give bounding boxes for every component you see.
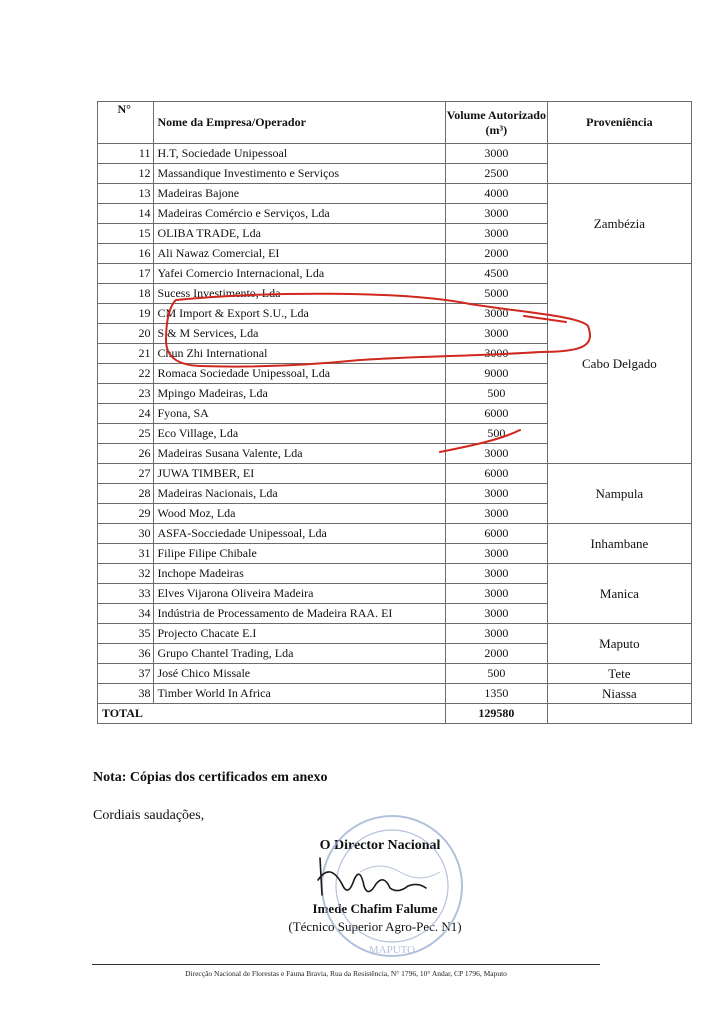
row-company-name: Romaca Sociedade Unipessoal, Lda — [154, 364, 445, 384]
handwritten-signature — [318, 858, 426, 895]
row-company-name: Massandique Investimento e Serviços — [154, 164, 445, 184]
row-company-name: Wood Moz, Lda — [154, 504, 445, 524]
row-company-name: Mpingo Madeiras, Lda — [154, 384, 445, 404]
row-number: 26 — [98, 444, 154, 464]
row-volume: 6000 — [445, 524, 547, 544]
row-number: 38 — [98, 684, 154, 704]
row-company-name: Timber World In Africa — [154, 684, 445, 704]
row-company-name: Projecto Chacate E.I — [154, 624, 445, 644]
header-number: N° — [98, 102, 154, 144]
row-provenance — [547, 144, 691, 184]
table-row — [98, 464, 692, 484]
row-company-name: CM Import & Export S.U., Lda — [154, 304, 445, 324]
table-row — [98, 264, 692, 284]
row-number: 18 — [98, 284, 154, 304]
row-provenance: Tete — [547, 664, 691, 684]
row-company-name: José Chico Missale — [154, 664, 445, 684]
footer-rule — [92, 964, 600, 965]
row-volume: 3000 — [445, 604, 547, 624]
header-provenance: Proveniência — [547, 102, 691, 144]
row-volume: 2000 — [445, 644, 547, 664]
row-provenance: Zambézia — [547, 184, 691, 264]
row-number: 13 — [98, 184, 154, 204]
row-number: 34 — [98, 604, 154, 624]
row-company-name: H.T, Sociedade Unipessoal — [154, 144, 445, 164]
row-company-name: Grupo Chantel Trading, Lda — [154, 644, 445, 664]
total-label: TOTAL — [98, 704, 446, 724]
row-number: 14 — [98, 204, 154, 224]
row-number: 33 — [98, 584, 154, 604]
table-row — [98, 184, 692, 204]
row-company-name: OLIBA TRADE, Lda — [154, 224, 445, 244]
table-row — [98, 144, 692, 164]
total-provenance-empty — [547, 704, 691, 724]
row-number: 17 — [98, 264, 154, 284]
table-row — [98, 564, 692, 584]
row-company-name: Filipe Filipe Chibale — [154, 544, 445, 564]
row-volume: 3000 — [445, 504, 547, 524]
row-number: 12 — [98, 164, 154, 184]
greeting: Cordiais saudações, — [93, 808, 205, 823]
row-number: 15 — [98, 224, 154, 244]
row-volume: 3000 — [445, 544, 547, 564]
row-volume: 3000 — [445, 444, 547, 464]
row-number: 11 — [98, 144, 154, 164]
signer-title: (Técnico Superior Agro-Pec. N1) — [288, 919, 462, 934]
row-volume: 1350 — [445, 684, 547, 704]
table-row — [98, 524, 692, 544]
row-volume: 500 — [445, 384, 547, 404]
row-volume: 3000 — [445, 324, 547, 344]
row-company-name: Madeiras Bajone — [154, 184, 445, 204]
row-provenance: Nampula — [547, 464, 691, 524]
row-number: 25 — [98, 424, 154, 444]
table-header-row — [98, 102, 692, 144]
row-number: 27 — [98, 464, 154, 484]
row-volume: 5000 — [445, 284, 547, 304]
row-provenance: Inhambane — [547, 524, 691, 564]
table-row — [98, 624, 692, 644]
row-number: 22 — [98, 364, 154, 384]
row-volume: 4000 — [445, 184, 547, 204]
row-number: 23 — [98, 384, 154, 404]
row-number: 16 — [98, 244, 154, 264]
row-company-name: Ali Nawaz Comercial, EI — [154, 244, 445, 264]
row-number: 28 — [98, 484, 154, 504]
total-value: 129580 — [445, 704, 547, 724]
row-volume: 3000 — [445, 344, 547, 364]
signer-name: Imede Chafim Falume — [312, 901, 438, 916]
note-attachments: Nota: Cópias dos certificados em anexo — [93, 770, 328, 785]
row-number: 32 — [98, 564, 154, 584]
row-volume: 3000 — [445, 584, 547, 604]
row-number: 31 — [98, 544, 154, 564]
header-volume: Volume Autorizado (m³) — [445, 102, 547, 144]
row-provenance: Niassa — [547, 684, 691, 704]
row-volume: 2500 — [445, 164, 547, 184]
companies-table — [97, 101, 692, 724]
row-company-name: JUWA TIMBER, EI — [154, 464, 445, 484]
row-company-name: Inchope Madeiras — [154, 564, 445, 584]
row-provenance: Maputo — [547, 624, 691, 664]
total-row — [98, 704, 692, 724]
row-company-name: S & M Services, Lda — [154, 324, 445, 344]
row-company-name: Fyona, SA — [154, 404, 445, 424]
row-company-name: Elves Vijarona Oliveira Madeira — [154, 584, 445, 604]
row-company-name: Yafei Comercio Internacional, Lda — [154, 264, 445, 284]
row-number: 29 — [98, 504, 154, 524]
row-company-name: Indústria de Processamento de Madeira RAA. EI — [154, 604, 445, 624]
row-number: 19 — [98, 304, 154, 324]
official-stamp — [322, 816, 462, 956]
row-company-name: Madeiras Nacionais, Lda — [154, 484, 445, 504]
stamp-text: MAPUTO — [368, 944, 416, 956]
header-company-name: Nome da Empresa/Operador — [154, 102, 445, 144]
row-volume: 3000 — [445, 564, 547, 584]
row-provenance: Manica — [547, 564, 691, 624]
table-row — [98, 664, 692, 684]
row-number: 21 — [98, 344, 154, 364]
row-company-name: ASFA-Socciedade Unipessoal, Lda — [154, 524, 445, 544]
row-number: 37 — [98, 664, 154, 684]
row-volume: 6000 — [445, 464, 547, 484]
row-number: 35 — [98, 624, 154, 644]
row-volume: 3000 — [445, 624, 547, 644]
footer-address: Direcção Nacional de Florestas e Fauna Bravia, Rua da Resistência, N° 1796, 10° Andar, CP 1796, Maputo — [185, 969, 507, 978]
row-volume: 3000 — [445, 304, 547, 324]
row-number: 24 — [98, 404, 154, 424]
row-company-name: Madeiras Susana Valente, Lda — [154, 444, 445, 464]
row-company-name: Sucess Investimento, Lda — [154, 284, 445, 304]
row-number: 20 — [98, 324, 154, 344]
row-number: 36 — [98, 644, 154, 664]
director-role: O Director Nacional — [319, 838, 441, 853]
row-volume: 3000 — [445, 144, 547, 164]
row-volume: 500 — [445, 664, 547, 684]
row-volume: 2000 — [445, 244, 547, 264]
table-row — [98, 684, 692, 704]
row-provenance: Cabo Delgado — [547, 264, 691, 464]
row-company-name: Eco Village, Lda — [154, 424, 445, 444]
row-number: 30 — [98, 524, 154, 544]
row-company-name: Chun Zhi International — [154, 344, 445, 364]
row-volume: 3000 — [445, 204, 547, 224]
row-volume: 3000 — [445, 224, 547, 244]
row-volume: 3000 — [445, 484, 547, 504]
row-company-name: Madeiras Comércio e Serviços, Lda — [154, 204, 445, 224]
row-volume: 9000 — [445, 364, 547, 384]
row-volume: 4500 — [445, 264, 547, 284]
table-body — [98, 144, 692, 724]
row-volume: 500 — [445, 424, 547, 444]
row-volume: 6000 — [445, 404, 547, 424]
